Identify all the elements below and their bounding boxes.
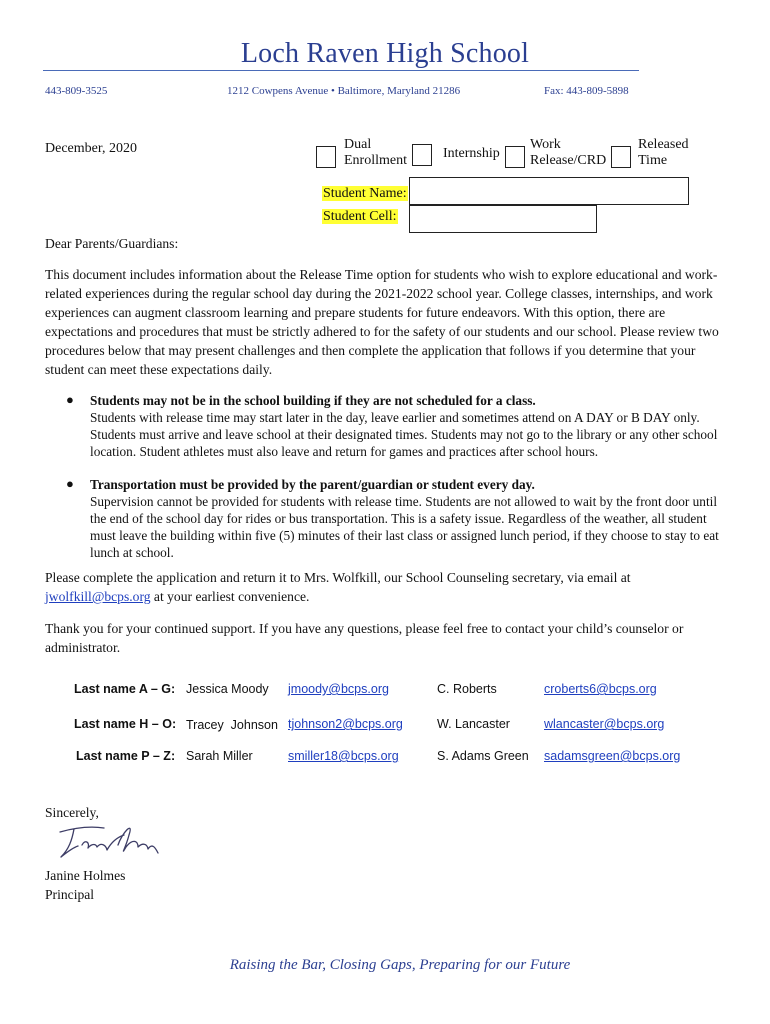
released-time-checkbox[interactable] — [611, 146, 631, 168]
principal-name: Janine Holmes — [45, 868, 126, 883]
school-phone: 443-809-3525 — [45, 85, 108, 97]
work-release-checkbox[interactable] — [505, 146, 525, 168]
bullet-title: Students may not be in the school building if they are not scheduled for a class. — [90, 393, 536, 408]
bullet-transportation-policy — [90, 476, 730, 561]
student-cell-field[interactable] — [409, 205, 597, 233]
thanks-paragraph: Thank you for your continued support. If you have any questions, please feel free to contact your child’s counselor or administrator. — [45, 621, 684, 655]
admin-name: S. Adams Green — [437, 749, 529, 763]
bullet-title: Transportation must be provided by the parent/guardian or student every day. — [90, 477, 535, 492]
dual-enrollment-label: Dual Enrollment — [344, 137, 407, 168]
admin-email-link[interactable]: croberts6@bcps.org — [544, 682, 657, 696]
internship-label: Internship — [443, 146, 500, 161]
school-name: Loch Raven High School — [240, 38, 530, 69]
contact-range: Last name A – G: — [74, 682, 176, 696]
school-address: 1212 Cowpens Avenue • Baltimore, Maryland 21286 — [227, 85, 461, 97]
bullet-building-policy — [90, 392, 730, 460]
counselor-name: Jessica Moody — [186, 682, 269, 696]
header-divider — [43, 70, 639, 71]
work-release-label: Work Release/CRD — [530, 137, 607, 168]
student-name-label: Student Name: — [323, 186, 407, 201]
counselor-name: Tracey Johnson — [186, 718, 278, 732]
letter-date: December, 2020 — [45, 141, 137, 156]
internship-checkbox[interactable] — [412, 144, 432, 166]
admin-name: C. Roberts — [437, 682, 497, 696]
bullet-body: Students with release time may start later in the day, leave earlier and sometimes attend on A DAY or B DAY only. Students must arrive and leave school at their designated times. Students may not go to the library or any other school location. Student athletes must also leave and return for games and practices after school hours. — [90, 410, 718, 459]
student-name-field[interactable] — [409, 177, 689, 205]
admin-email-link[interactable]: wlancaster@bcps.org — [544, 717, 665, 731]
bullet-marker: ● — [66, 476, 74, 491]
student-cell-label: Student Cell: — [323, 209, 397, 224]
released-time-label: Released Time — [638, 137, 689, 168]
contact-range: Last name H – O: — [74, 717, 177, 731]
principal-signature — [52, 815, 162, 865]
counselor-name: Sarah Miller — [186, 749, 253, 763]
school-slogan: Raising the Bar, Closing Gaps, Preparing for our Future — [229, 957, 571, 973]
dual-enrollment-checkbox[interactable] — [316, 146, 336, 168]
principal-title: Principal — [45, 887, 95, 902]
counselor-email-link[interactable]: smiller18@bcps.org — [288, 749, 399, 763]
counselor-email-link[interactable]: jmoody@bcps.org — [288, 682, 389, 696]
bullet-marker: ● — [66, 392, 74, 407]
contact-range: Last name P – Z: — [76, 749, 176, 763]
intro-paragraph: This document includes information about the Release Time option for students who wish to explore educational and work-related experiences during the regular school day during the 2021-2022 school year. College classes, internships, and work experiences can augment classroom learning and prepare students for future endeavors. With this option, there are expectations and procedures that must be strictly adhered to for the safety of our students and our school. Please review two procedures below that may present challenges and then complete the application that follows if you determine that your student can meet these expectations daily. — [45, 267, 719, 377]
complete-paragraph: Please complete the application and return it to Mrs. Wolfkill, our School Counseling secretary, via email at jwolfkill@bcps.org at your earliest convenience. — [45, 570, 631, 604]
bullet-body: Supervision cannot be provided for students with release time. Students are not allowed to wait by the front door until the end of the school day for rides or bus transportation. This is a safety issue. Regardless of the weather, all student must leave the building within five (5) minutes of their last class or assigned lunch period, if they choose to stay to eat lunch at school. — [90, 494, 719, 560]
admin-name: W. Lancaster — [437, 717, 510, 731]
admin-email-link[interactable]: sadamsgreen@bcps.org — [544, 749, 681, 763]
school-fax: Fax: 443-809-5898 — [544, 85, 629, 97]
secretary-email-link[interactable]: jwolfkill@bcps.org — [45, 589, 151, 604]
counselor-email-link[interactable]: tjohnson2@bcps.org — [288, 717, 403, 731]
salutation: Dear Parents/Guardians: — [45, 236, 179, 251]
closing-sincerely: Sincerely, — [45, 805, 99, 820]
